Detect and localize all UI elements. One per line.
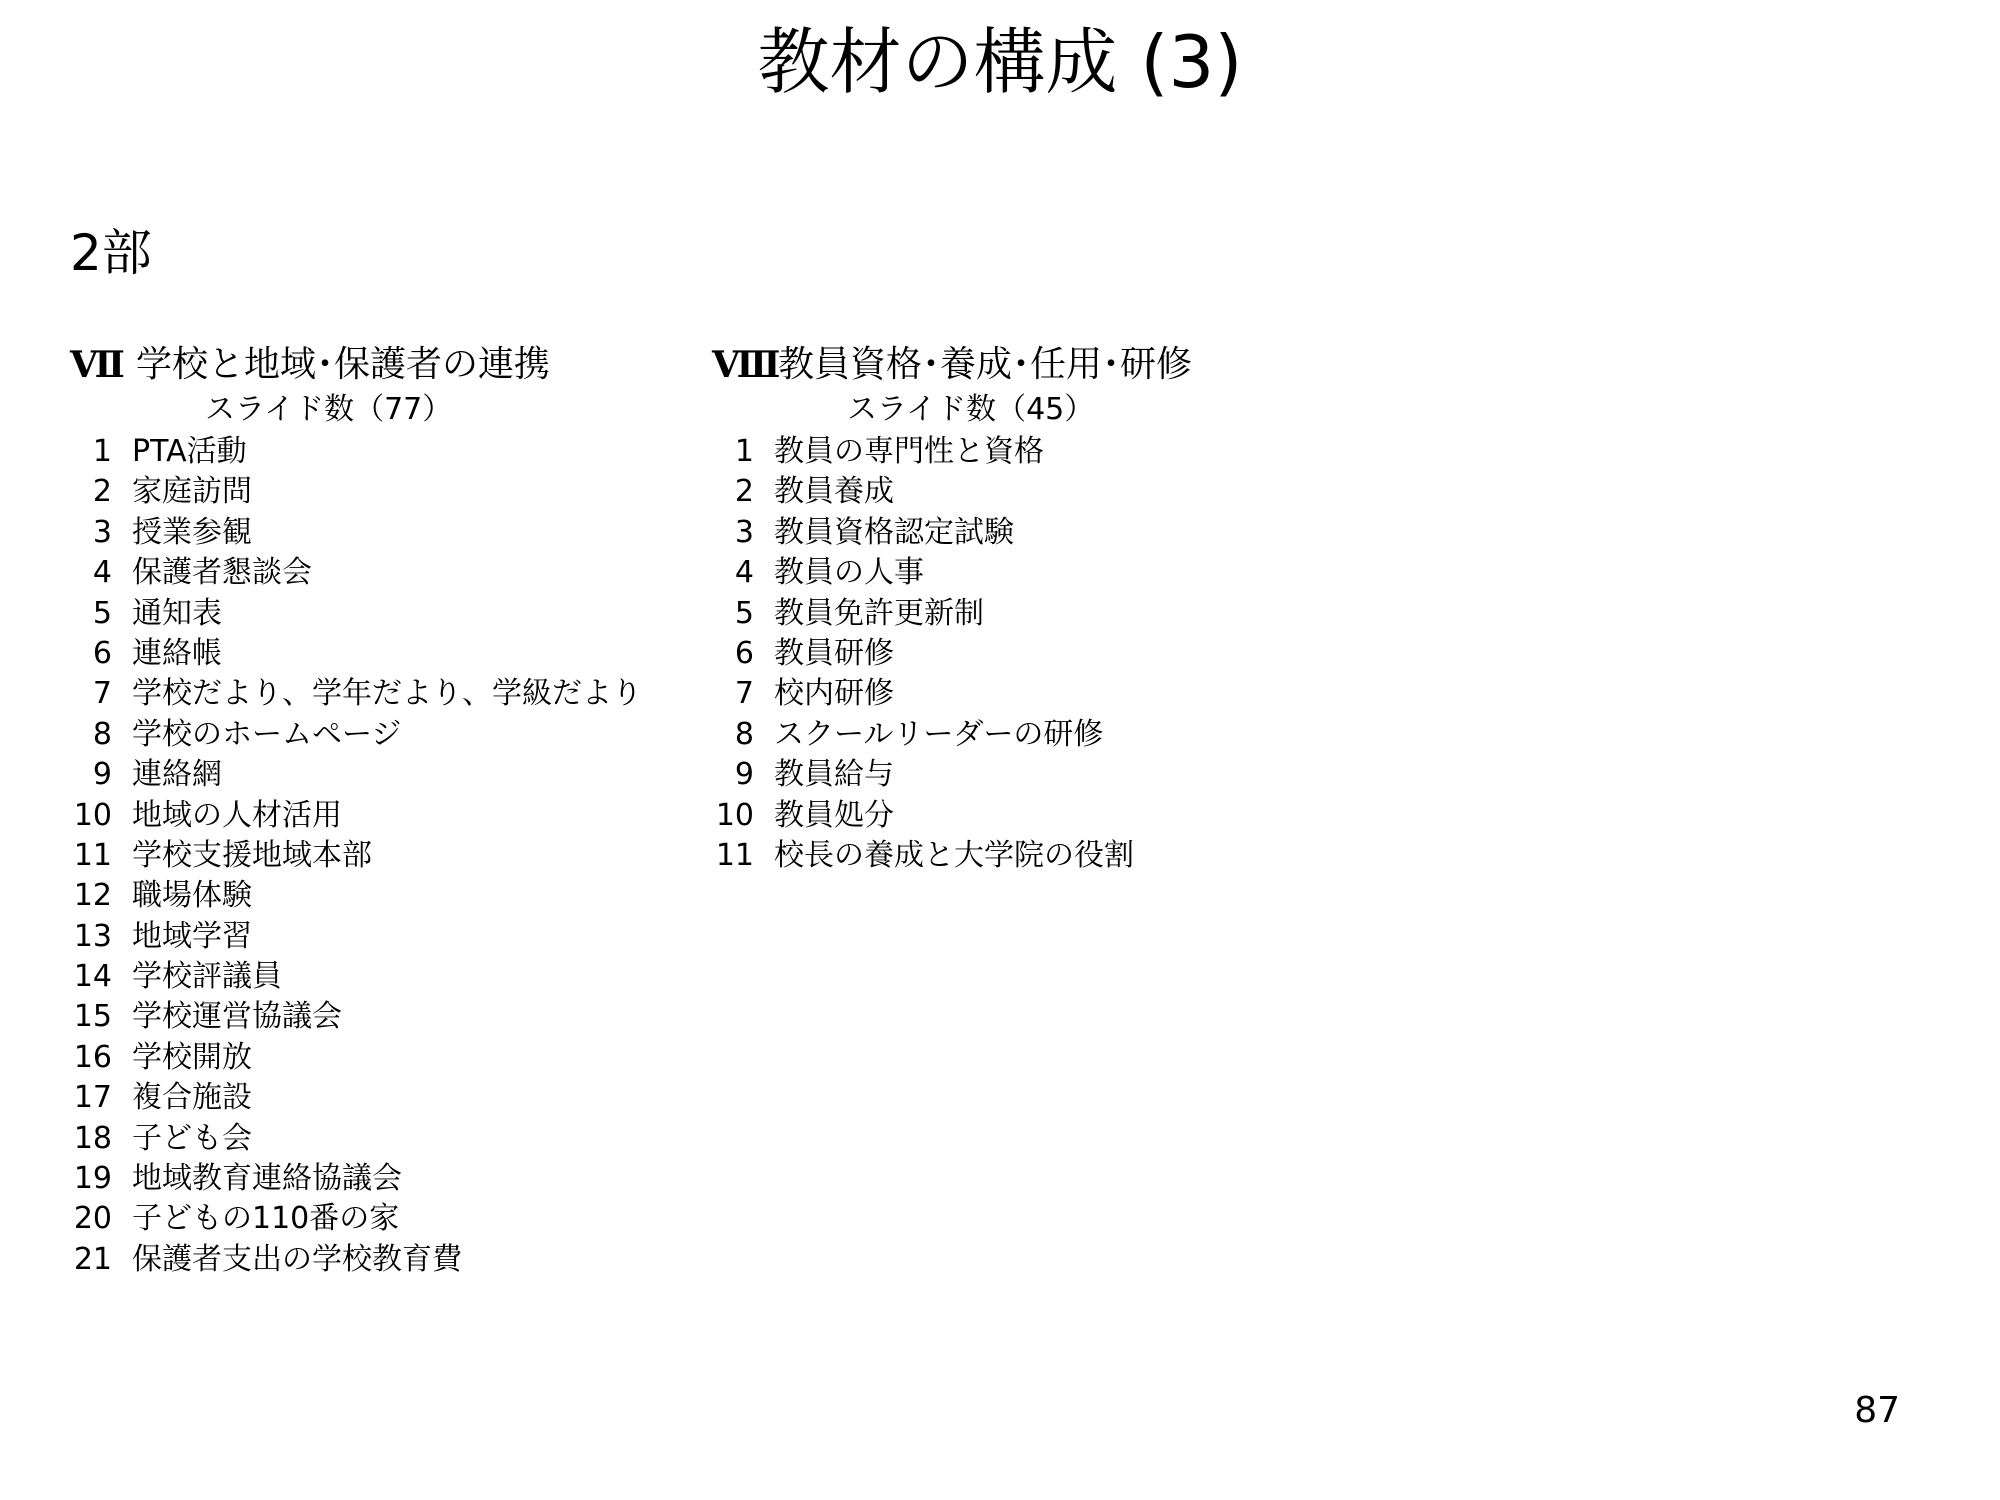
item-number: 18 (73, 1120, 112, 1156)
list-item (70, 957, 710, 997)
part-heading: 2部 (70, 224, 152, 282)
item-number: 12 (73, 878, 112, 914)
item-label: 教員研修 (774, 635, 894, 671)
item-number: 21 (73, 1241, 112, 1277)
list-item (70, 513, 710, 553)
list-item (70, 1240, 710, 1280)
item-label: 校長の養成と大学院の役割 (774, 837, 1134, 873)
list-item (712, 513, 1352, 553)
list-item (70, 1119, 710, 1159)
list-item (712, 634, 1352, 674)
list-item (70, 997, 710, 1037)
item-number: 10 (715, 797, 754, 833)
item-number: 6 (734, 635, 754, 671)
item-number: 15 (73, 999, 112, 1035)
item-label: 教員資格認定試験 (774, 514, 1014, 550)
section-8 (712, 342, 1352, 876)
item-label: スクールリーダーの研修 (774, 716, 1104, 752)
item-number: 13 (73, 918, 112, 954)
item-label: 地域の人材活用 (132, 797, 342, 833)
item-number: 3 (734, 514, 754, 550)
list-item (70, 634, 710, 674)
slide-count: スライド数（77） (205, 392, 453, 427)
item-number: 11 (73, 837, 112, 873)
item-label: 保護者懇談会 (132, 555, 312, 591)
item-label: 子ども会 (132, 1120, 252, 1156)
list-item (712, 836, 1352, 876)
item-number: 8 (92, 716, 112, 752)
list-item (70, 1038, 710, 1078)
item-number: 8 (734, 716, 754, 752)
item-label: 教員の人事 (774, 555, 924, 591)
item-number: 4 (92, 555, 112, 591)
list-item (712, 553, 1352, 593)
item-label: 家庭訪問 (132, 474, 252, 510)
list-item (70, 836, 710, 876)
item-number: 5 (734, 595, 754, 631)
list-item (70, 1078, 710, 1118)
list-item (712, 715, 1352, 755)
page-number: 87 (1854, 1390, 1900, 1431)
list-item (70, 917, 710, 957)
item-number: 20 (73, 1201, 112, 1237)
item-number: 7 (92, 676, 112, 712)
item-label: 子どもの110番の家 (132, 1201, 400, 1237)
list-item (712, 755, 1352, 795)
item-label: 授業参観 (132, 514, 252, 550)
item-number: 16 (73, 1039, 112, 1075)
section-heading (712, 342, 1352, 388)
item-label: 学校運営協議会 (132, 999, 342, 1035)
item-label: 学校支援地域本部 (132, 837, 372, 873)
item-label: PTA活動 (132, 434, 247, 469)
item-label: 地域教育連絡協議会 (132, 1161, 402, 1197)
list-item (70, 715, 710, 755)
section-numeral: Ⅶ (70, 344, 125, 386)
item-label: 職場体験 (132, 878, 252, 914)
item-label: 教員給与 (774, 757, 894, 793)
item-label: 校内研修 (774, 676, 894, 712)
item-label: 学校のホームページ (132, 716, 402, 752)
item-number: 1 (734, 434, 754, 469)
item-number: 9 (92, 757, 112, 793)
item-number: 3 (92, 514, 112, 550)
slide-title: 教材の構成 (3) (757, 20, 1243, 104)
item-number: 5 (92, 595, 112, 631)
section-title: 教員資格･養成･任用･研修 (778, 344, 1193, 385)
item-label: 教員処分 (774, 797, 894, 833)
topic-list (70, 432, 710, 1280)
item-label: 地域学習 (132, 918, 252, 954)
item-number: 17 (73, 1080, 112, 1116)
item-label: 通知表 (132, 595, 222, 631)
list-item (712, 796, 1352, 836)
item-label: 複合施設 (132, 1080, 252, 1116)
list-item (712, 472, 1352, 512)
list-item (70, 1159, 710, 1199)
item-number: 11 (715, 837, 754, 873)
item-label: 学校評議員 (132, 959, 282, 995)
item-number: 4 (734, 555, 754, 591)
list-item (70, 755, 710, 795)
list-item (70, 796, 710, 836)
item-number: 10 (73, 797, 112, 833)
item-label: 連絡帳 (132, 635, 222, 671)
item-number: 2 (92, 474, 112, 510)
item-label: 連絡網 (132, 757, 222, 793)
item-label: 教員免許更新制 (774, 595, 984, 631)
list-item (70, 472, 710, 512)
section-title: 学校と地域･保護者の連携 (136, 344, 551, 385)
topic-list (712, 432, 1352, 876)
item-number: 7 (734, 676, 754, 712)
list-item (712, 674, 1352, 714)
list-item (70, 876, 710, 916)
list-item (70, 594, 710, 634)
item-label: 学校だより、学年だより、学級だより (132, 676, 642, 712)
item-label: 教員の専門性と資格 (774, 434, 1044, 469)
slide-count: スライド数（45） (847, 392, 1095, 427)
item-number: 9 (734, 757, 754, 793)
list-item (70, 432, 710, 472)
list-item (70, 1199, 710, 1239)
list-item (70, 553, 710, 593)
list-item (712, 432, 1352, 472)
item-number: 6 (92, 635, 112, 671)
section-7 (70, 342, 710, 1280)
item-label: 教員養成 (774, 474, 894, 510)
item-label: 学校開放 (132, 1039, 252, 1075)
item-number: 2 (734, 474, 754, 510)
item-number: 14 (73, 959, 112, 995)
item-label: 保護者支出の学校教育費 (132, 1241, 462, 1277)
section-heading (70, 342, 710, 388)
section-numeral: Ⅷ (712, 344, 781, 386)
item-number: 1 (92, 434, 112, 469)
list-item (70, 674, 710, 714)
list-item (712, 594, 1352, 634)
item-number: 19 (73, 1161, 112, 1197)
